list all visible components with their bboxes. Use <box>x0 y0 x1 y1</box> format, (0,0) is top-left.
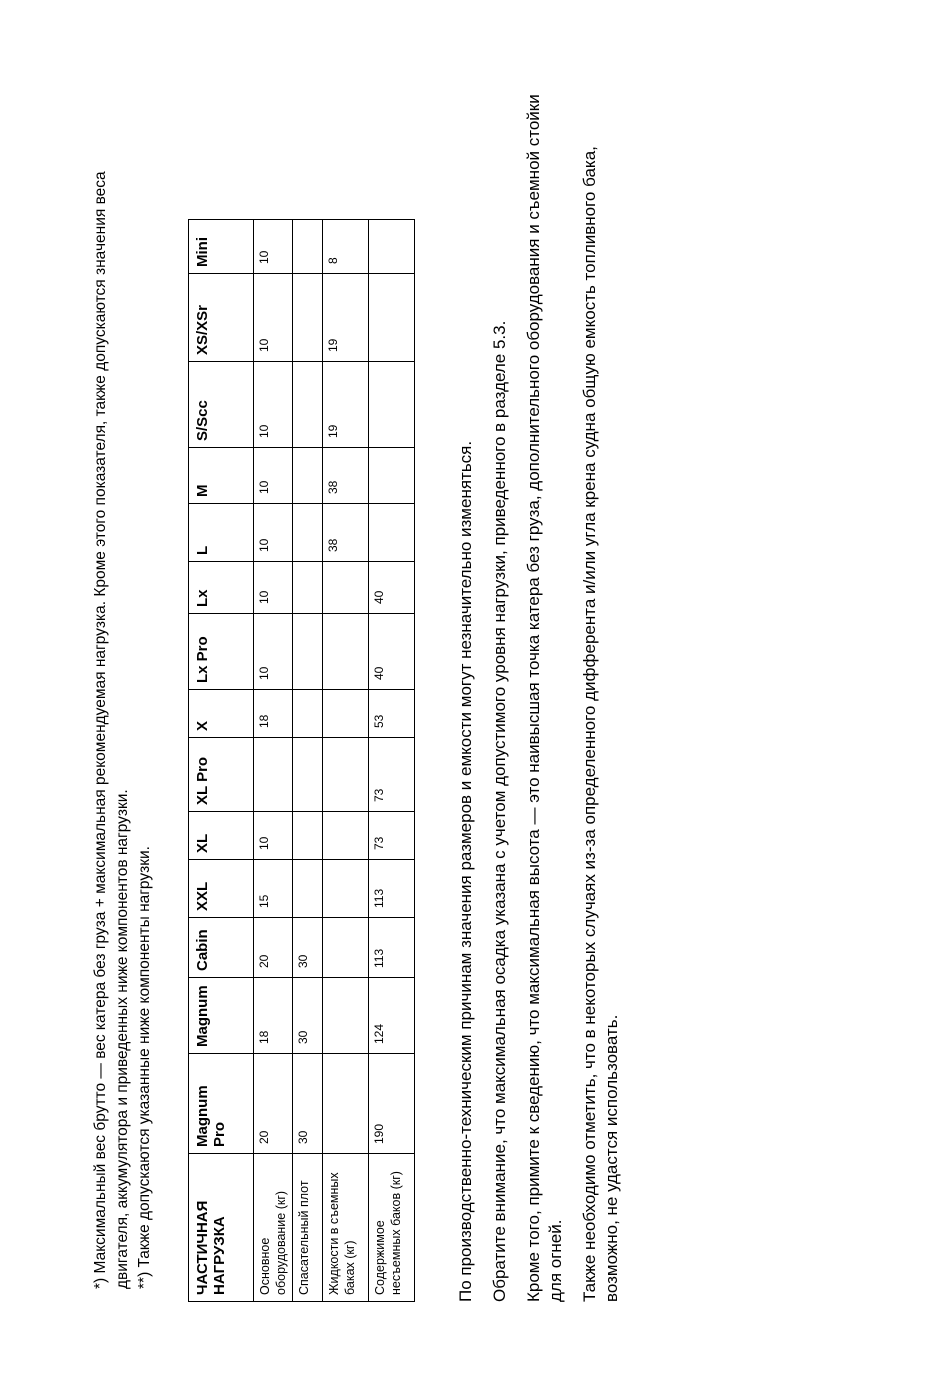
table-cell: 30 <box>293 1054 323 1154</box>
header-cell: Lx <box>189 562 254 614</box>
row-label: Спасательный плот <box>293 1154 323 1302</box>
table-cell <box>369 274 415 362</box>
header-cell: XL <box>189 812 254 860</box>
paragraph: По производственно-техническим причинам значения размеров и емкости могут незначительно изменяться. <box>456 440 475 1302</box>
header-cell: L <box>189 504 254 562</box>
header-cell: M <box>189 448 254 504</box>
table-cell <box>293 860 323 918</box>
table-cell <box>323 812 369 860</box>
table-cell: 20 <box>254 918 293 978</box>
table-cell: 19 <box>323 274 369 362</box>
table-cell <box>369 504 415 562</box>
table-cell <box>369 220 415 274</box>
body-text <box>455 82 635 1302</box>
table-cell: 18 <box>254 978 293 1054</box>
table-cell <box>293 812 323 860</box>
table-cell: 8 <box>323 220 369 274</box>
paragraph: Также необходимо отметить, что в некоторых случаях из-за определенного дифферента и/или угла крена судна общую емкость топливного бака, возможно, не удастся использовать. <box>580 146 621 1302</box>
table-cell: 38 <box>323 504 369 562</box>
row-label: Основное оборудование (кг) <box>254 1154 293 1302</box>
table-cell: 20 <box>254 1054 293 1154</box>
table-header-row <box>189 220 254 1302</box>
table-cell: 113 <box>369 918 415 978</box>
table-cell: 30 <box>293 978 323 1054</box>
table-cell: 19 <box>323 362 369 448</box>
table-cell <box>254 738 293 812</box>
table-row <box>369 220 415 1302</box>
table-cell <box>323 690 369 738</box>
table-cell: 10 <box>254 504 293 562</box>
partial-load-table <box>188 219 415 1302</box>
table-row <box>254 220 293 1302</box>
table-cell <box>369 448 415 504</box>
header-cell: XL Pro <box>189 738 254 812</box>
table-cell: 10 <box>254 812 293 860</box>
table-cell <box>293 362 323 448</box>
table-cell: 113 <box>369 860 415 918</box>
table-cell <box>323 1054 369 1154</box>
header-cell: XS/XSr <box>189 274 254 362</box>
table-cell: 124 <box>369 978 415 1054</box>
table-cell <box>293 448 323 504</box>
table-cell <box>323 562 369 614</box>
table-cell <box>323 918 369 978</box>
table-cell: 40 <box>369 562 415 614</box>
table-cell: 10 <box>254 562 293 614</box>
table-cell <box>323 978 369 1054</box>
table-row <box>323 220 369 1302</box>
table-cell <box>293 738 323 812</box>
header-cell: S/Scc <box>189 362 254 448</box>
table-cell: 10 <box>254 274 293 362</box>
paragraph: Обратите внимание, что максимальная осадка указана с учетом допустимого уровня нагрузки, приведенного в разделе 5.3. <box>490 320 509 1302</box>
table-cell: 18 <box>254 690 293 738</box>
footnote-2: **) Также допускаются указанные ниже компоненты нагрузки. <box>136 846 153 1289</box>
table-cell: 38 <box>323 448 369 504</box>
table-cell <box>323 614 369 690</box>
footnote-1: *) Максимальный вес брутто — вес катера без груза + максимальная рекомендуемая нагрузка. Кроме этого показателя, также допускаются значения веса двигателя, аккумулятора и приведенных ниже компонентов нагрузки. <box>92 171 131 1289</box>
row-label: Содержимое несъемных баков (кг) <box>369 1154 415 1302</box>
table-cell <box>369 362 415 448</box>
table-cell: 190 <box>369 1054 415 1154</box>
header-cell: Lx Pro <box>189 614 254 690</box>
header-cell: X <box>189 690 254 738</box>
header-cell: Cabin <box>189 918 254 978</box>
header-cell: ЧАСТИЧНАЯ НАГРУЗКА <box>189 1154 254 1302</box>
table-cell: 10 <box>254 614 293 690</box>
table-cell <box>293 220 323 274</box>
table-cell <box>293 504 323 562</box>
table-cell: 30 <box>293 918 323 978</box>
table-cell <box>323 860 369 918</box>
table-cell: 73 <box>369 812 415 860</box>
header-cell: Magnum <box>189 978 254 1054</box>
table-cell <box>293 690 323 738</box>
row-label: Жидкости в съемных баках (кг) <box>323 1154 369 1302</box>
header-cell: Mini <box>189 220 254 274</box>
footnotes <box>90 99 156 1289</box>
table-cell <box>293 614 323 690</box>
table-cell <box>323 738 369 812</box>
paragraph: Кроме того, примите к сведению, что максимальная высота — это наивысшая точка катера без груза, дополнительного оборудования и съемной стойки для огней. <box>524 94 565 1302</box>
table-row <box>293 220 323 1302</box>
table-cell <box>293 562 323 614</box>
header-cell: Magnum Pro <box>189 1054 254 1154</box>
table-cell: 73 <box>369 738 415 812</box>
table-cell: 10 <box>254 362 293 448</box>
table-cell: 10 <box>254 448 293 504</box>
table-cell <box>293 274 323 362</box>
table-cell: 53 <box>369 690 415 738</box>
header-cell: XXL <box>189 860 254 918</box>
table-cell: 15 <box>254 860 293 918</box>
table-cell: 40 <box>369 614 415 690</box>
table-cell: 10 <box>254 220 293 274</box>
